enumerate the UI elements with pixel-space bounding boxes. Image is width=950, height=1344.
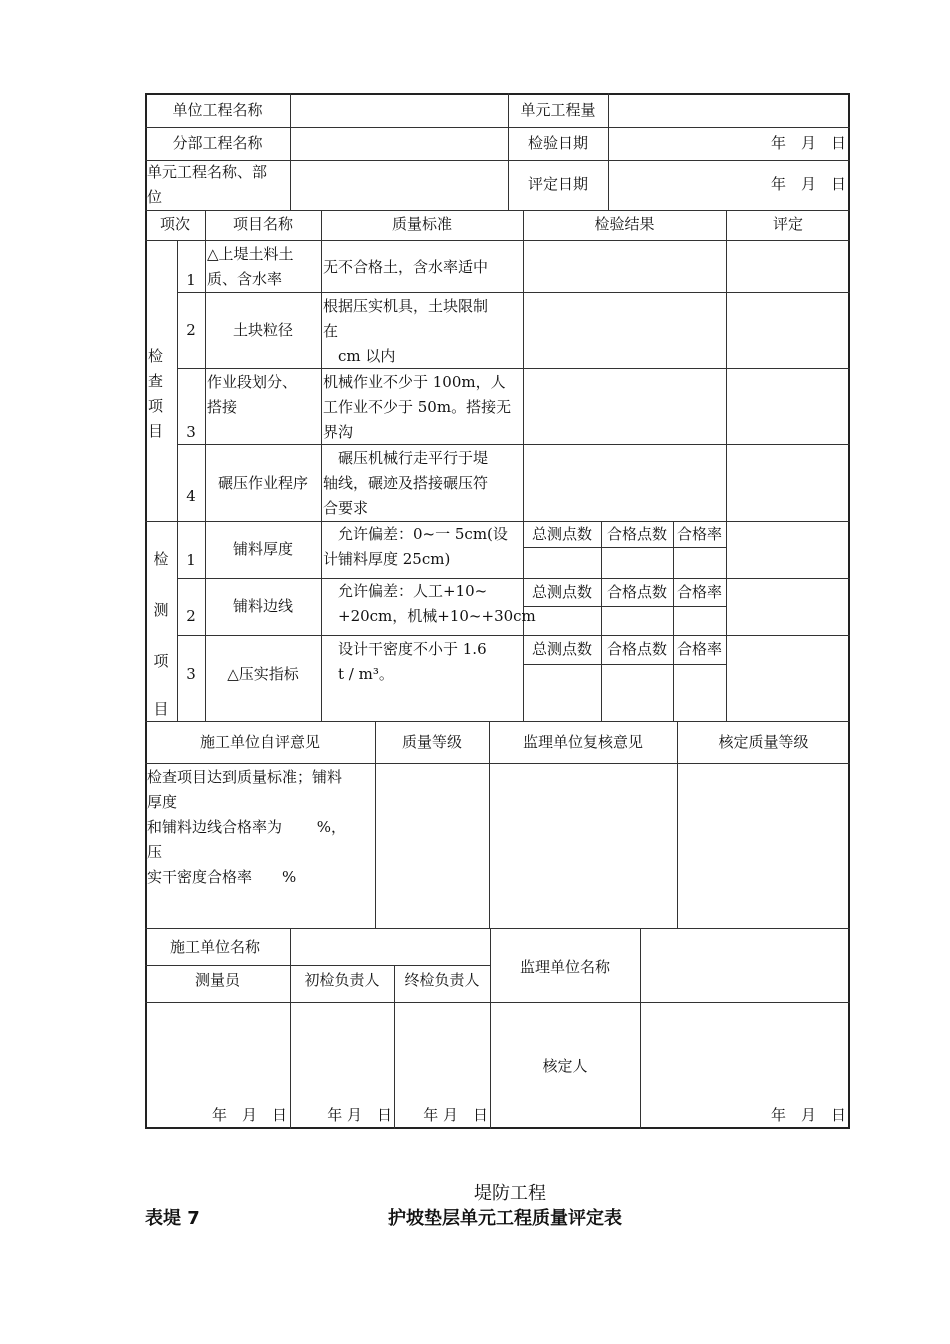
check-item-no: 1 — [186, 271, 196, 289]
column-header-rating: 评定 — [772, 215, 803, 233]
verified-grade-label: 核定质量等级 — [718, 733, 809, 751]
pass-points-header: 合格点数 — [606, 525, 667, 543]
supervisor-name-label: 监理单位名称 — [519, 958, 610, 976]
measure-item-no: 2 — [186, 607, 196, 625]
pass-rate-header: 合格率 — [676, 525, 722, 543]
column-header-inspection-result: 检验结果 — [594, 215, 655, 233]
row-divider — [145, 1002, 850, 1003]
measure-item-no: 1 — [186, 551, 196, 569]
final-inspector-label: 终检负责人 — [404, 971, 480, 989]
check-item-no: 2 — [186, 321, 196, 339]
self-eval-text: 检查项目达到质量标准；铺料 厚度 和铺料边线合格率为 %， 压 实干密度合格率 % — [147, 768, 347, 886]
subcol-divider — [601, 521, 602, 721]
total-points-header: 总测点数 — [531, 525, 592, 543]
evaluation-date-value: 年 月 日 — [770, 175, 846, 193]
final-inspector-date: 年 月 日 — [423, 1106, 488, 1124]
check-item-standard: 根据压实机具，土块限制 在 cm 以内 — [323, 297, 489, 365]
supervisor-review-label: 监理单位复核意见 — [522, 733, 643, 751]
check-item-name: 土块粒径 — [232, 321, 293, 339]
column-header-item-no: 项次 — [159, 215, 190, 233]
row-divider — [177, 292, 850, 293]
row-divider — [145, 240, 850, 241]
pass-rate-header: 合格率 — [676, 640, 722, 658]
col-divider — [290, 93, 291, 210]
initial-inspector-date: 年 月 日 — [327, 1106, 392, 1124]
check-item-name: 碾压作业程序 — [217, 474, 308, 492]
evaluation-date-label: 评定日期 — [527, 175, 588, 193]
row-divider — [145, 127, 850, 128]
surveyor-label: 测量员 — [194, 971, 240, 989]
measure-item-standard: 允许偏差：人工+10~ +20cm，机械+10~+30cm — [338, 582, 536, 625]
measure-item-no: 3 — [186, 665, 196, 683]
measure-item-standard: 设计干密度不小于 1.6 t / m³。 — [338, 640, 487, 683]
form-number: 表堤 7 — [145, 1208, 200, 1229]
check-item-standard: 无不合格土，含水率适中 — [323, 258, 489, 276]
unit-element-quantity-label: 单元工程量 — [520, 101, 596, 119]
measure-item-name: 铺料边线 — [232, 597, 293, 615]
check-item-no: 4 — [186, 487, 196, 505]
sub-project-name-label: 分部工程名称 — [172, 134, 263, 152]
row-divider — [145, 928, 850, 929]
inspection-date-value: 年 月 日 — [770, 134, 846, 152]
measure-item-standard: 允许偏差：0~一 5cm(设 计铺料厚度 25cm) — [323, 525, 508, 568]
verifier-date: 年 月 日 — [770, 1106, 846, 1124]
check-item-name: △上堤土料土 质、含水率 — [207, 245, 294, 288]
verifier-label: 核定人 — [542, 1057, 588, 1075]
measure-group-char: 目 — [153, 700, 169, 718]
col-divider — [290, 928, 291, 965]
row-divider — [145, 210, 850, 211]
check-item-standard: 碾压机械行走平行于堤 轴线，碾迹及搭接碾压符 合要求 — [323, 449, 489, 517]
col-divider — [321, 210, 322, 721]
measure-group-char: 检 — [153, 550, 169, 568]
row-divider — [145, 721, 850, 722]
subcell-divider — [523, 606, 726, 607]
col-divider — [205, 210, 206, 721]
measure-item-name: △压实指标 — [227, 665, 299, 683]
measure-item-name: 铺料厚度 — [232, 540, 293, 558]
form-title: 护坡垫层单元工程质量评定表 — [388, 1208, 622, 1229]
contractor-self-eval-label: 施工单位自评意见 — [199, 733, 320, 751]
measure-group-char: 测 — [153, 601, 169, 619]
row-divider — [145, 965, 490, 966]
pass-points-header: 合格点数 — [606, 583, 667, 601]
check-item-name: 作业段划分、 搭接 — [207, 373, 298, 416]
contractor-name-label: 施工单位名称 — [169, 938, 260, 956]
quality-grade-label: 质量等级 — [401, 733, 462, 751]
subcol-divider — [673, 521, 674, 721]
inspection-date-label: 检验日期 — [527, 134, 588, 152]
col-divider — [640, 928, 641, 1129]
column-header-item-name: 项目名称 — [232, 215, 293, 233]
row-divider — [177, 635, 850, 636]
row-divider — [177, 444, 850, 445]
row-divider — [177, 368, 850, 369]
col-divider — [726, 210, 727, 721]
element-name-label: 单元工程名称、部 — [147, 163, 268, 181]
subcell-divider — [523, 547, 726, 548]
category-label: 堤防工程 — [474, 1183, 546, 1204]
element-name-label-cont: 位 — [147, 188, 163, 206]
check-items-group-label: 检 查 项 目 — [148, 347, 164, 440]
total-points-header: 总测点数 — [531, 583, 592, 601]
col-divider — [177, 240, 178, 721]
measure-group-char: 项 — [153, 652, 169, 670]
pass-rate-header: 合格率 — [676, 583, 722, 601]
pass-points-header: 合格点数 — [606, 640, 667, 658]
column-header-quality-standard: 质量标准 — [391, 215, 452, 233]
unit-project-name-label: 单位工程名称 — [172, 101, 263, 119]
check-item-no: 3 — [186, 423, 196, 441]
surveyor-date: 年 月 日 — [211, 1106, 287, 1124]
total-points-header: 总测点数 — [531, 640, 592, 658]
check-item-standard: 机械作业不少于 100m，人 工作业不少于 50m。搭接无 界沟 — [323, 373, 512, 441]
row-divider — [145, 763, 850, 764]
subcell-divider — [523, 664, 726, 665]
initial-inspector-label: 初检负责人 — [304, 971, 380, 989]
